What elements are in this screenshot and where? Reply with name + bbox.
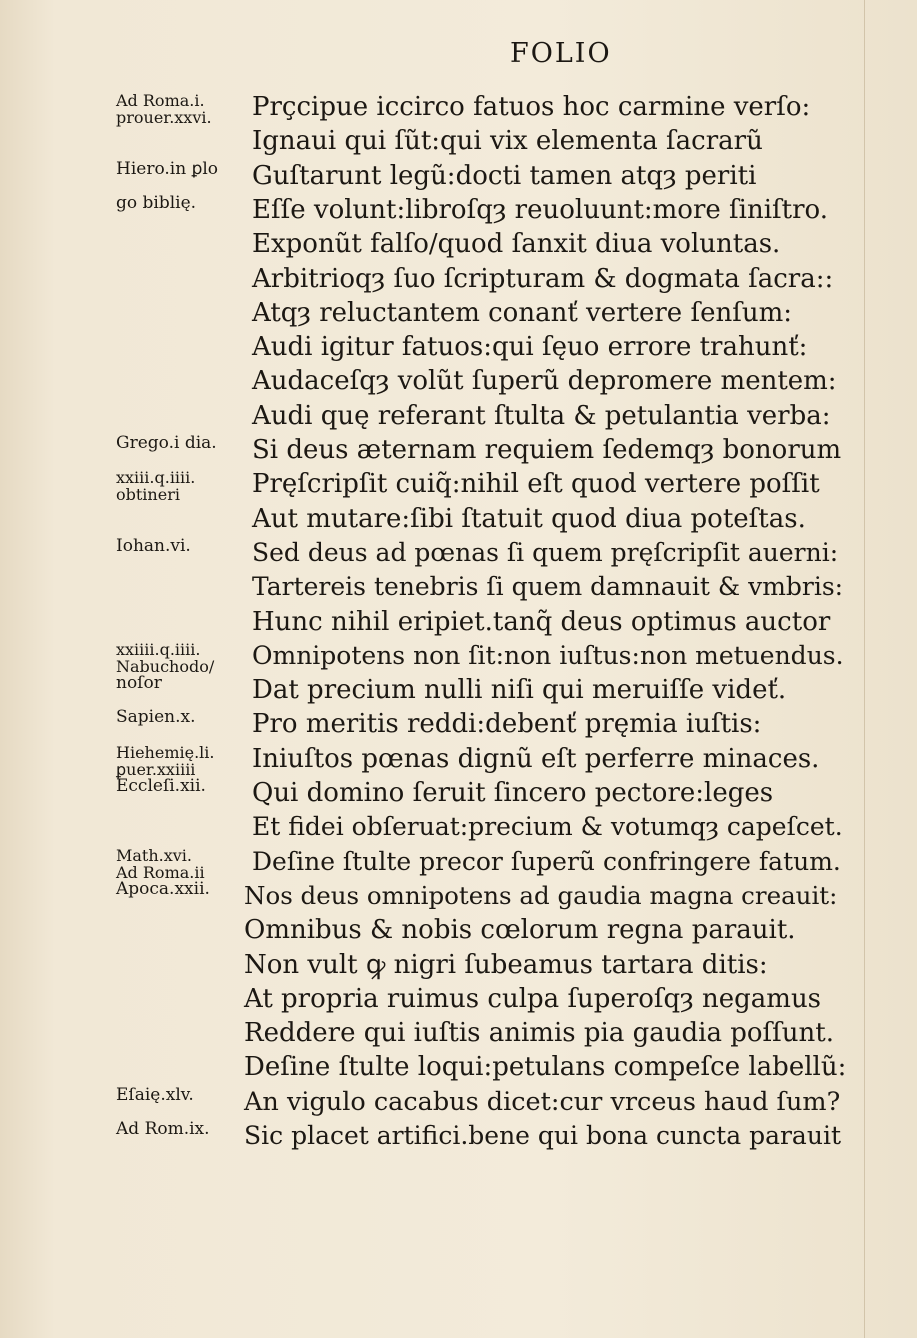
- text-row: [0, 570, 917, 604]
- margin-note: [116, 878, 256, 899]
- margin-note-line: Eccleſi.xii.: [116, 776, 206, 796]
- margin-note-line: Hiero.in ꝑlo: [116, 158, 219, 179]
- verse-line: Eſſe volunt:libroſqȝ reuoluunt:more ſiniſtro.: [252, 194, 828, 225]
- verse-line: Et fidei obſeruat:precium & votumqȝ capeſcet.: [252, 812, 843, 842]
- margin-note-line: Ad Rom.ix.: [116, 1119, 210, 1139]
- text-row: [0, 810, 917, 844]
- text-row: [0, 879, 917, 913]
- margin-note-line: Math.xvi.: [116, 845, 193, 865]
- margin-note-line: Hiehemię.li.: [116, 742, 215, 762]
- verse-line: Pręſcripſit cuiq̃:nihil eſt quod vertere poſſit: [252, 469, 820, 500]
- margin-note-line: Ad Roma.i.: [116, 91, 205, 110]
- margin-note: [116, 158, 256, 179]
- verse-line: Dat precium nulli niſi qui meruiſſe videť.: [252, 675, 787, 706]
- text-row: [0, 536, 917, 570]
- text-row: [0, 467, 917, 505]
- text-row: [0, 776, 917, 810]
- text-row: [0, 742, 917, 779]
- text-row: [0, 982, 917, 1016]
- margin-note-line: Sapien.x.: [116, 707, 196, 728]
- margin-note: [116, 744, 256, 778]
- text-row: [0, 1050, 917, 1084]
- margin-note: [116, 192, 256, 213]
- margin-note-line: ꝑuer.xxiiii: [116, 759, 196, 779]
- verse-line: Deſine ſtulte loqui:petulans compeſce labellũ:: [244, 1052, 847, 1083]
- verse-line: Deſine ſtulte precor ſuperũ confringere fatum.: [252, 846, 841, 876]
- verse-line: Tartereis tenebris ſi quem damnauit & vmbris:: [252, 572, 844, 602]
- margin-note: [116, 435, 256, 452]
- margin-note-line: Apoca.xxii.: [116, 878, 210, 899]
- margin-note-line: Nabuchodo/: [116, 656, 215, 676]
- verse-line: Audaceſqȝ volũt ſuperũ depromere mentem:: [252, 366, 837, 397]
- text-row: [0, 1119, 917, 1153]
- margin-note: [116, 92, 256, 126]
- verse-line: Hunc nihil eripiet.tanq̃ deus optimus auctor: [252, 606, 831, 637]
- verse-line: Pro meritis reddi:debenť pręmia iuſtis:: [252, 709, 762, 740]
- text-row: [0, 227, 917, 261]
- margin-note-line: xxiiii.q.iiii.: [116, 639, 201, 659]
- margin-note: [116, 778, 256, 795]
- verse-line: Audi quę referant ſtulta & petulantia verba:: [252, 400, 831, 431]
- verse-line: Exponũt falſo/quod ſanxit diua voluntas.: [252, 229, 781, 260]
- text-row: [0, 502, 917, 536]
- text-row: [0, 90, 917, 127]
- verse-line: Qui domino ſeruit ſincero pectore:leges: [252, 778, 774, 808]
- text-row: [0, 433, 917, 467]
- margin-note-line: Eſaię.xlv.: [116, 1084, 194, 1105]
- text-row: [0, 948, 917, 982]
- text-row: [0, 1085, 917, 1119]
- verse-line: At propria ruimus culpa ſuperoſqȝ negamus: [244, 983, 822, 1014]
- verse-line: Audi igitur fatuos:qui ſęuo errore trahunť:: [252, 332, 808, 363]
- text-row: [0, 1016, 917, 1050]
- verse-line: Atqȝ reluctantem conanť vertere ſenſum:: [252, 297, 792, 328]
- margin-note-line: Grego.i dia.: [116, 433, 217, 453]
- text-row: [0, 124, 917, 158]
- margin-note: [116, 1084, 256, 1105]
- margin-note-line: Ad Roma.ii: [116, 862, 205, 882]
- verse-line: Ignaui qui ſũt:qui vix elementa ſacrarũ: [252, 126, 763, 157]
- margin-note: [116, 709, 256, 726]
- text-row: [0, 845, 917, 882]
- verse-line: Prçcipue iccirco fatuos hoc carmine verſo:: [252, 92, 811, 122]
- margin-note: [116, 1121, 256, 1138]
- margin-note-line: noſor: [116, 673, 162, 694]
- text-row: [0, 296, 917, 330]
- margin-note: [116, 847, 256, 881]
- margin-note-line: prouer.xxvi.: [116, 108, 212, 127]
- margin-note: [116, 535, 256, 556]
- verse-line: Nos deus omnipotens ad gaudia magna creauit:: [244, 880, 838, 910]
- verse-line: Guſtarunt legũ:docti tamen atqȝ periti: [252, 160, 757, 191]
- text-row: [0, 330, 917, 364]
- verse-line: Si deus æternam requiem ſedemqȝ bonorum: [252, 435, 842, 465]
- verse-line: Arbitrioqȝ ſuo ſcripturam & dogmata ſacra::: [252, 263, 834, 294]
- text-row: [0, 262, 917, 296]
- margin-note-line: Iohan.vi.: [116, 535, 191, 556]
- text-row: [0, 673, 917, 707]
- verse-line: Omnibus & nobis cœlorum regna parauit.: [244, 915, 796, 946]
- verse-line: Non vult ꝙ nigri ſubeamus tartara ditis:: [244, 949, 768, 980]
- verse-line: Iniuſtos pœnas dignũ eſt perferre minaces.: [252, 743, 820, 774]
- verse-line: Sed deus ad pœnas ſi quem pręſcripſit auerni:: [252, 537, 839, 567]
- margin-note: [116, 469, 256, 503]
- text-row: [0, 707, 917, 741]
- text-row: [0, 364, 917, 398]
- margin-note-line: xxiii.q.iiii.: [116, 468, 196, 488]
- verse-line: Sic placet artifici.bene qui bona cuncta parauit: [244, 1121, 841, 1150]
- margin-note-line: obtineri: [116, 485, 180, 505]
- margin-note: [116, 675, 256, 692]
- text-row: [0, 193, 917, 227]
- verse-line: Reddere qui iuſtis animis pia gaudia poſſunt.: [244, 1018, 834, 1049]
- folio-heading: FOLIO: [510, 38, 612, 69]
- text-row: [0, 639, 917, 676]
- verse-line: Omnipotens non ſit:non iuſtus:non metuendus.: [252, 640, 844, 670]
- margin-note: [116, 641, 256, 675]
- text-row: [0, 605, 917, 639]
- verse-line: An vigulo cacabus dicet:cur vrceus haud ſum?: [244, 1086, 841, 1117]
- text-row: [0, 399, 917, 433]
- margin-note-line: go biblię.: [116, 192, 197, 213]
- text-row: [0, 159, 917, 193]
- verse-line: Aut mutare:ſibi ſtatuit quod diua poteſtas.: [252, 503, 806, 534]
- text-row: [0, 913, 917, 947]
